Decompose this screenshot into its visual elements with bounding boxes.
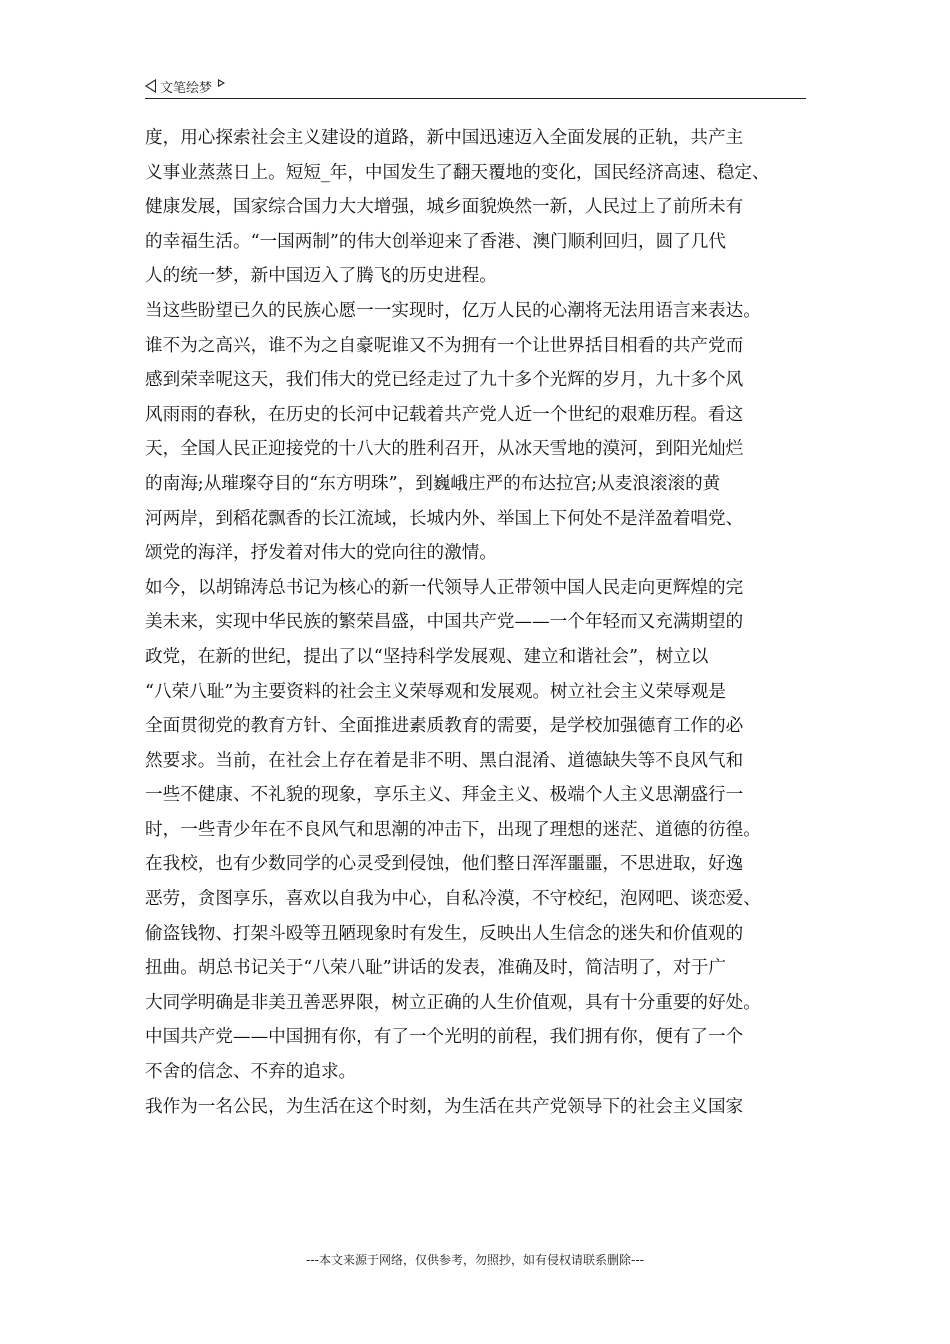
text-line: 的幸福生活。“一国两制”的伟大创举迎来了香港、澳门顺利回归，圆了几代 [145,231,726,252]
text-line: 风雨雨的春秋，在历史的长河中记载着共产党人近一个世纪的艰难历程。看这 [145,404,744,425]
triangle-left-icon [145,79,156,93]
document-body [145,121,811,1124]
text-line: 人的统一梦，新中国迈入了腾飞的历史进程。 [145,266,497,287]
triangle-right-icon [218,79,225,87]
text-line: 如今，以胡锦涛总书记为核心的新一代领导人正带领中国人民走向更辉煌的完 [145,577,744,598]
text-line: 中国共产党——中国拥有你，有了一个光明的前程，我们拥有你，便有了一个 [145,1027,744,1048]
text-line: 扭曲。胡总书记关于“八荣八耻”讲话的发表，准确及时，简洁明了，对于广 [145,958,726,979]
text-line: 义事业蒸蒸日上。短短_年，中国发生了翻天覆地的变化，国民经济高速、稳定、 [145,162,770,183]
text-line: 当这些盼望已久的民族心愿一一实现时，亿万人民的心潮将无法用语言来表达。 [145,300,761,321]
text-line: 河两岸，到稻花飘香的长江流域，长城内外、举国上下何处不是洋盈着唱党、 [145,508,744,529]
text-line: 大同学明确是非美丑善恶界限，树立正确的人生价值观，具有十分重要的好处。 [145,992,761,1013]
text-line: 谁不为之高兴，谁不为之自豪呢谁又不为拥有一个让世界括目相看的共产党而 [145,335,744,356]
text-line: 不舍的信念、不弃的追求。 [145,1062,357,1083]
page-footer: ---本文来源于网络，仅供参考，勿照抄，如有侵权请联系删除--- [306,1253,644,1267]
text-line: 时，一些青少年在不良风气和思潮的冲击下，出现了理想的迷茫、道德的彷徨。 [145,819,761,840]
text-line: 度，用心探索社会主义建设的道路，新中国迅速迈入全面发展的正轨，共产主 [145,128,744,148]
text-line: 政党，在新的世纪，提出了以“坚持科学发展观、建立和谐社会”，树立以 [145,646,709,667]
page-header [145,74,806,99]
text-line: “八荣八耻”为主要资料的社会主义荣辱观和发展观。树立社会主义荣辱观是 [145,681,726,702]
text-line: 美未来，实现中华民族的繁荣昌盛，中国共产党——一个年轻而又充满期望的 [145,612,744,633]
text-line: 天，全国人民正迎接党的十八大的胜利召开，从冰天雪地的漠河，到阳光灿烂 [145,439,744,460]
text-line: 全面贯彻党的教育方针、全面推进素质教育的需要，是学校加强德育工作的必 [145,716,744,737]
text-line: 颂党的海洋，抒发着对伟大的党向往的激情。 [145,543,497,564]
text-line: 偷盗钱物、打架斗殴等丑陋现象时有发生，反映出人生信念的迷失和价值观的 [145,923,744,944]
text-line: 在我校，也有少数同学的心灵受到侵蚀，他们整日浑浑噩噩，不思进取，好逸 [145,854,744,875]
text-line: 一些不健康、不礼貌的现象，享乐主义、拜金主义、极端个人主义思潮盛行一 [145,785,744,806]
text-line: 感到荣幸呢这天，我们伟大的党已经走过了九十多个光辉的岁月，九十多个风 [145,370,744,391]
text-line: 我作为一名公民，为生活在这个时刻，为生活在共产党领导下的社会主义国家 [145,1096,744,1117]
header-title: 文笔绘梦 [160,80,213,96]
text-line: 健康发展，国家综合国力大大增强，城乡面貌焕然一新，人民过上了前所未有 [145,197,744,218]
body-text [145,121,811,1124]
text-line: 然要求。当前，在社会上存在着是非不明、黑白混淆、道德缺失等不良风气和 [145,750,744,771]
text-line: 的南海;从璀璨夺目的“东方明珠”，到巍峨庄严的布达拉宫;从麦浪滚滚的黄 [145,473,721,494]
text-line: 恶劳，贪图享乐，喜欢以自我为中心，自私冷漠，不守校纪，泡网吧、谈恋爱、 [145,889,761,910]
